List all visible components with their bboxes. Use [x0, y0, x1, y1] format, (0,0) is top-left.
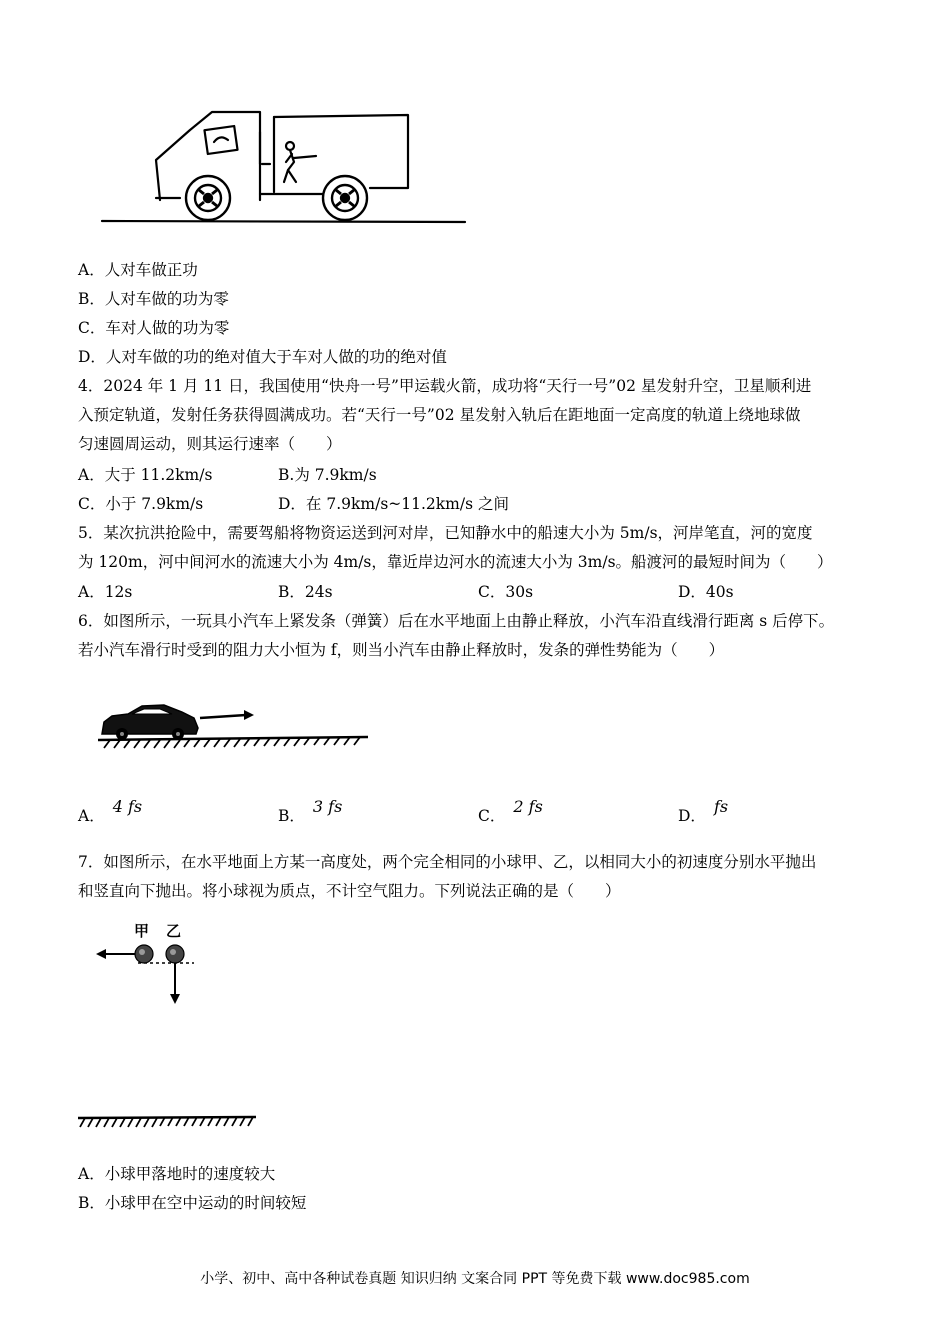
truck-figure [100, 102, 470, 228]
ball-jia-label: 甲 [134, 922, 150, 940]
q6-stem-line-2: 若小汽车滑行时受到的阻力大小恒为 f，则当小汽车由静止释放时，发条的弹性势能为（ ） [78, 641, 725, 659]
q4-stem-line-2: 入预定轨道，发射任务获得圆满成功。若“天行一号”02 星发射入轨后在距地面一定高度的轨道上绕地球做 [78, 406, 801, 424]
q5-stem-line-1: 5．某次抗洪抢险中，需要驾船将物资运送到河对岸，已知静水中的船速大小为 5m/s，河岸笔直，河的宽度 [78, 524, 813, 542]
q4-stem-line-3: 匀速圆周运动，则其运行速率（ ） [78, 435, 342, 453]
page-footer: 小学、初中、高中各种试卷真题 知识归纳 文案合同 PPT 等免费下载 www.doc985.com [200, 1271, 750, 1287]
q7-stem-line-2: 和竖直向下抛出。将小球视为质点，不计空气阻力。下列说法正确的是（ ） [78, 882, 621, 900]
q6-option-d-value: fs [713, 797, 729, 816]
q7-option-a: A．小球甲落地时的速度较大 [78, 1165, 276, 1183]
q6-option-b [278, 797, 343, 826]
q6-stem-line-1: 6．如图所示，一玩具小汽车上紧发条（弹簧）后在水平地面上由静止释放，小汽车沿直线滑行距离 s 后停下。 [78, 612, 835, 630]
q6-option-c-value: 2 fs [513, 797, 543, 816]
q4-option-c: C．小于 7.9km/s [78, 495, 204, 513]
q4-option-b: B.为 7.9km/s [278, 466, 377, 484]
q5-option-b: B．24s [278, 583, 333, 601]
two-balls-figure [94, 940, 204, 1006]
q6-option-a-value: 4 fs [112, 797, 143, 816]
q4-stem-line-1: 4．2024 年 1 月 11 日，我国使用“快舟一号”甲运载火箭，成功将“天行一号”02 星发射升空，卫星顺利进 [78, 377, 812, 395]
q6-option-b-value: 3 fs [312, 797, 343, 816]
q7-stem-line-1: 7．如图所示，在水平地面上方某一高度处，两个完全相同的小球甲、乙，以相同大小的初速度分别水平抛出 [78, 853, 817, 871]
q3-option-c: C．车对人做的功为零 [78, 319, 230, 337]
q6-option-d-letter: D． [678, 807, 706, 825]
q3-option-d: D．人对车做的功的绝对值大于车对人做的功的绝对值 [78, 348, 447, 366]
q3-option-b: B．人对车做的功为零 [78, 290, 229, 308]
q6-option-a [78, 797, 143, 826]
q6-option-d [678, 797, 729, 826]
q3-option-a: A．人对车做正功 [78, 261, 198, 279]
toy-car-figure [98, 700, 372, 750]
q4-option-a: A．大于 11.2km/s [78, 466, 213, 484]
q5-option-a: A．12s [78, 583, 133, 601]
q6-option-b-letter: B． [278, 807, 305, 825]
q7-option-b: B．小球甲在空中运动的时间较短 [78, 1194, 307, 1212]
q4-option-d: D．在 7.9km/s~11.2km/s 之间 [278, 495, 509, 513]
q6-option-c-letter: C． [478, 807, 506, 825]
q5-option-c: C．30s [478, 583, 534, 601]
q6-option-a-letter: A． [78, 807, 105, 825]
ball-yi-label: 乙 [166, 922, 182, 940]
q5-stem-line-2: 为 120m，河中间河水的流速大小为 4m/s，靠近岸边河水的流速大小为 3m/s。船渡河的最短时间为（ ） [78, 553, 833, 571]
q6-option-c [478, 797, 543, 826]
q5-option-d: D．40s [678, 583, 734, 601]
ground-hatch [76, 1114, 258, 1130]
